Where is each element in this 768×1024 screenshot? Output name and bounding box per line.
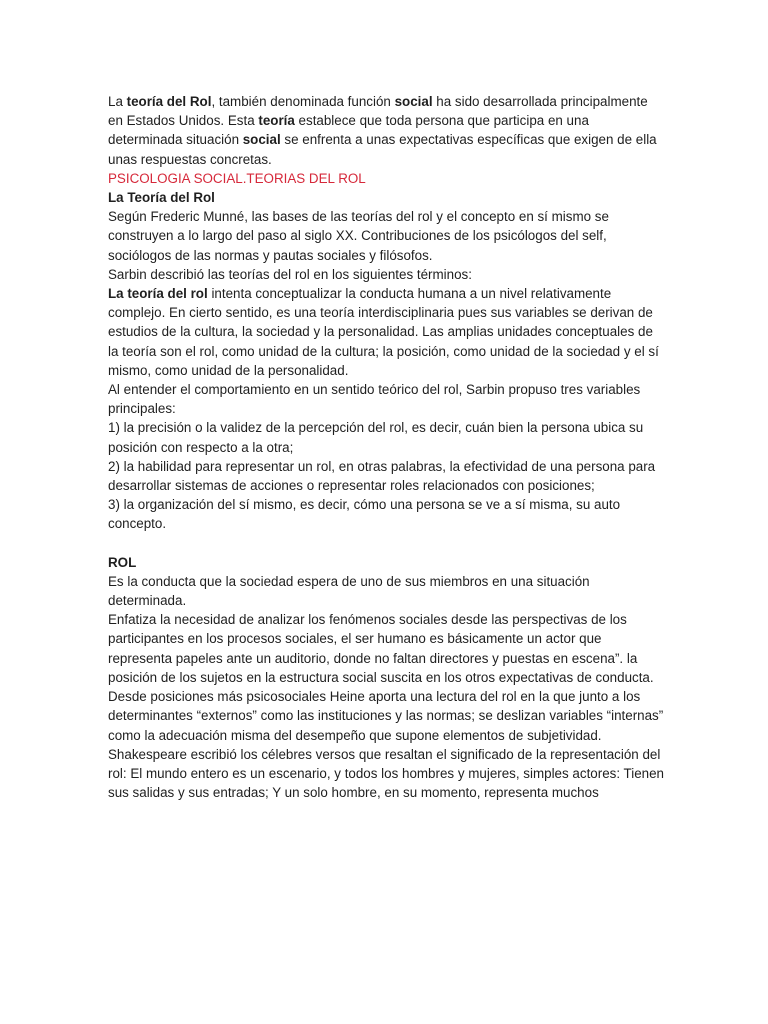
intro-text-3: ha sido desarrollada principalmente en Estados Unidos. Esta: [108, 94, 648, 129]
intro-bold-teoria-del-rol: teoría del Rol: [126, 94, 212, 109]
variable-item-2: 2) la habilidad para representar un rol, en otras palabras, la efectividad de una persona para desarrollar sistemas de acciones o representar roles relacionados con posiciones;: [108, 458, 656, 494]
rol-section: [108, 553, 664, 803]
subheading: La Teoría del Rol: [108, 190, 215, 206]
intro-text-4: establece que toda persona que participa en una determinada situación: [108, 113, 589, 148]
intro-paragraph: [108, 92, 664, 169]
teoria-del-rol-text: intenta conceptualizar la conducta humana a un nivel relativamente complejo. En cierto sentido, es una teoría interdisciplinaria pues sus variables se derivan de estudios de la cultura, la sociedad y la personalidad. Las amplias unidades conceptuales de la teoría son el rol, como unidad de la cultura; la posición, como unidad de la sociedad y el sí mismo, como unidad de la personalidad.: [108, 286, 659, 378]
rol-shakespeare: Shakespeare escribió los célebres versos que resaltan el significado de la representación del rol: El mundo entero es un escenario, y todos los hombres y mujeres, simples actores: Tienen sus salidas y sus entradas; Y un solo hombre, en su momento, representa muchos: [108, 746, 664, 801]
intro-bold-social-1: social: [394, 94, 433, 109]
variables-intro: Al entender el comportamiento en un sentido teórico del rol, Sarbin propuso tres variables principales:: [108, 382, 641, 417]
munne-paragraph: Según Frederic Munné, las bases de las teorías del rol y el concepto en sí mismo se construyen a lo largo del paso al siglo XX. Contribuciones de los psicólogos del self, sociólogos de las normas y pautas sociales y filósofos.: [108, 209, 609, 263]
variable-item-1: 1) la precisión o la validez de la percepción del rol, es decir, cuán bien la persona ubica su posición con respecto a la otra;: [108, 420, 644, 455]
rol-definition: Es la conducta que la sociedad espera de uno de sus miembros en una situación determinada.: [108, 573, 590, 609]
teoria-del-rol-bold: La teoría del rol: [108, 286, 208, 302]
teoria-del-rol-paragraph: [108, 284, 664, 380]
variable-item-3: 3) la organización del sí mismo, es decir, cómo una persona se ve a sí misma, su auto concepto.: [108, 497, 621, 532]
variables-paragraph: [108, 380, 664, 534]
rol-heading: ROL: [108, 554, 137, 570]
intro-text-1: La: [108, 94, 127, 109]
intro-text-2: , también denominada función: [211, 94, 395, 109]
rol-heine: Desde posiciones más psicosociales Heine aporta una lectura del rol en la que junto a los determinantes “externos” como las instituciones y las normas; se deslizan variables “internas” como la adecuación misma del desempeño que supone elementos de subjetividad.: [108, 689, 664, 743]
section-heading: PSICOLOGIA SOCIAL.TEORIAS DEL ROL: [108, 170, 366, 186]
rol-enfatiza: Enfatiza la necesidad de analizar los fenómenos sociales desde las perspectivas de los participantes en los procesos sociales, el ser humano es básicamente un actor que representa papeles ante un auditorio, donde no faltan directores y puestas en escena”. la posición de los sujetos en la estructura social suscita en los otros expectativas de conducta.: [108, 612, 654, 685]
document-page: [108, 92, 664, 802]
intro-text-5: se enfrenta a unas expectativas específicas que exigen de ella unas respuestas concretas.: [108, 132, 657, 167]
sarbin-intro-paragraph: Sarbin describió las teorías del rol en los siguientes términos:: [108, 266, 472, 282]
intro-bold-social-2: social: [242, 132, 281, 148]
intro-bold-teoria: teoría: [258, 113, 295, 129]
